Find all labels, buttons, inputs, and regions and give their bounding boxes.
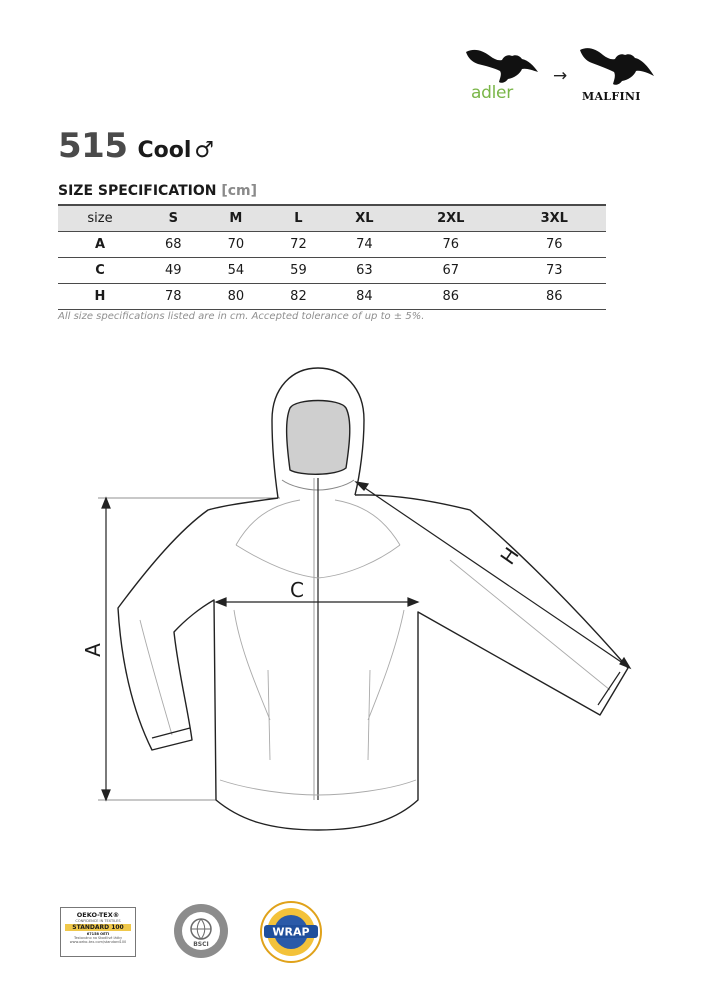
row-label: A: [94, 237, 106, 252]
row-label: C: [95, 263, 105, 278]
adler-wordmark: adler: [471, 83, 513, 103]
table-cell: 84: [356, 289, 373, 304]
table-row: [58, 284, 606, 310]
row-label: H: [94, 289, 106, 304]
table-cell: 80: [227, 289, 245, 304]
hood-opening: [287, 401, 350, 475]
size-header-cell: 3XL: [540, 211, 568, 226]
oeko-code: 67158 OETI: [86, 932, 110, 936]
table-cell: 63: [356, 263, 373, 278]
size-header-label: size: [87, 211, 113, 226]
malfini-logo: [578, 44, 658, 106]
oeko-subtitle: CONFIDENCE IN TEXTILES: [75, 919, 121, 923]
oeko-brand: OEKO-TEX®: [76, 911, 120, 919]
bsci-label: BSCI: [193, 941, 209, 948]
product-name: Cool: [137, 138, 192, 163]
size-header-cell: S: [168, 211, 178, 226]
dimension-h-line: [356, 482, 630, 668]
table-cell: 73: [545, 263, 563, 278]
size-spec-heading: [58, 183, 257, 199]
table-cell: 86: [442, 289, 460, 304]
table-cell: 70: [227, 237, 245, 252]
dimension-h-label: H: [495, 542, 524, 570]
table-row: [58, 232, 606, 258]
size-spec-title: SIZE SPECIFICATION: [58, 183, 217, 199]
dimension-c-label: C: [290, 578, 304, 602]
tolerance-note: All size specifications listed are in cm. Accepted tolerance of up to ± 5%.: [58, 311, 425, 322]
table-cell: 68: [165, 237, 182, 252]
jacket-diagram: [0, 355, 707, 855]
table-cell: 76: [442, 237, 460, 252]
wrap-badge: [258, 901, 324, 963]
brand-arrow: →: [553, 66, 568, 86]
table-cell: 82: [290, 289, 307, 304]
wrap-label: WRAP: [272, 925, 310, 939]
adler-eagle-icon: [466, 50, 538, 83]
adler-logo: [464, 44, 546, 106]
jacket-body: [118, 495, 628, 830]
product-title: [58, 126, 214, 166]
size-header-cell: M: [229, 211, 243, 226]
table-cell: 72: [290, 237, 307, 252]
male-symbol-icon: ♂: [194, 138, 215, 163]
table-cell: 78: [165, 289, 182, 304]
oeko-standard: STANDARD 100: [65, 924, 131, 931]
table-cell: 86: [545, 289, 563, 304]
size-spec-unit: [cm]: [221, 183, 258, 199]
size-header-cell: XL: [355, 211, 374, 226]
table-cell: 59: [290, 263, 307, 278]
size-header-row: [58, 205, 606, 232]
oeko-line1: Testováno na škodlivé látky: [73, 936, 123, 940]
table-cell: 74: [356, 237, 373, 252]
bsci-badge: [173, 903, 229, 959]
size-table: [58, 204, 606, 310]
oeko-tex-badge: [60, 907, 136, 957]
oeko-line2: www.oeko-tex.com/standard100: [69, 940, 127, 944]
table-cell: 54: [227, 263, 245, 278]
table-cell: 76: [545, 237, 563, 252]
size-header-cell: 2XL: [437, 211, 465, 226]
dimension-a-label: A: [80, 643, 105, 657]
table-cell: 49: [165, 263, 182, 278]
malfini-eagle-icon: [580, 48, 654, 85]
size-header-cell: L: [294, 211, 303, 226]
product-code: 515: [58, 126, 128, 166]
table-cell: 67: [442, 263, 460, 278]
table-row: [58, 258, 606, 284]
malfini-wordmark: MALFINI: [582, 90, 641, 103]
